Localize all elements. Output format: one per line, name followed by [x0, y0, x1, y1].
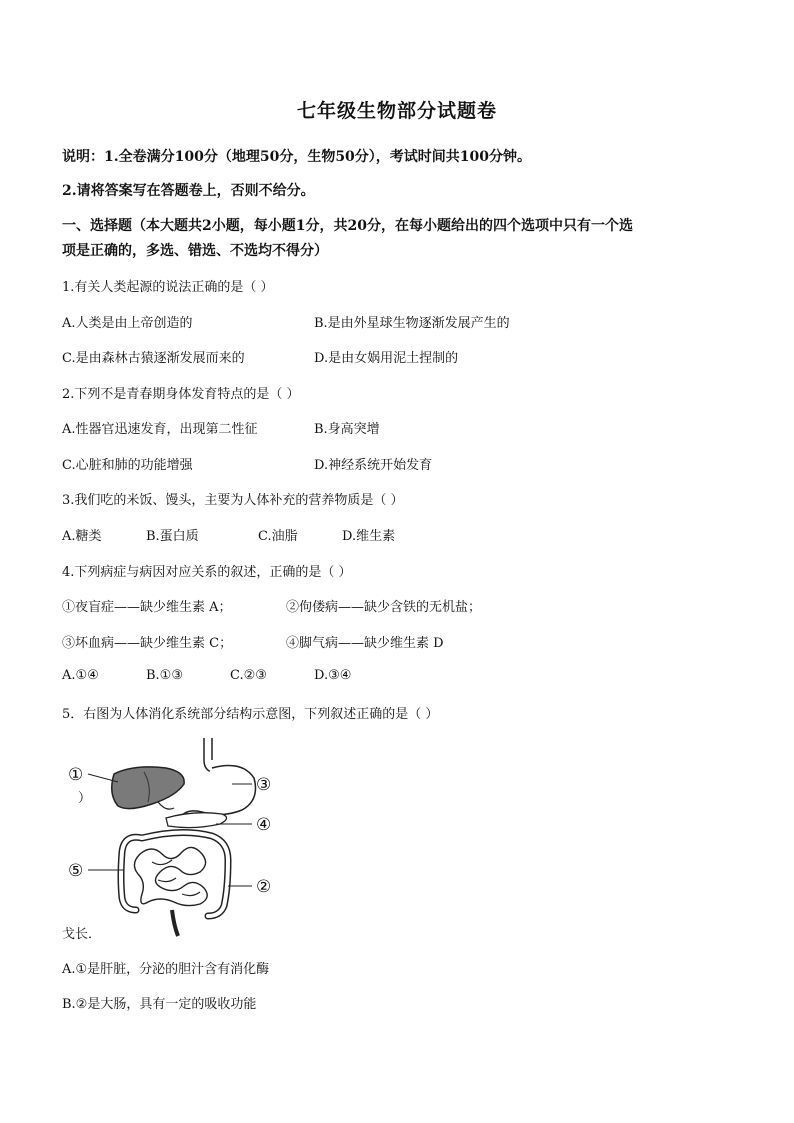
- question-5-option-b: B.②是大肠，具有一定的吸收功能: [62, 997, 257, 1012]
- diagram-label-4: ④: [256, 815, 272, 835]
- diagram-overlap-fragment-2: 戈长．: [62, 927, 102, 940]
- question-4-statement-4: ④脚气病——缺少维生素 D: [286, 636, 444, 651]
- question-1-option-d: D.是由女娲用泥土捏制的: [314, 351, 459, 366]
- question-5-stem: 5．右图为人体消化系统部分结构示意图，下列叙述正确的是（ ）: [62, 707, 439, 722]
- question-3-option-d: D.维生素: [342, 529, 396, 544]
- question-2-option-d: D.神经系统开始发育: [314, 458, 433, 473]
- diagram-label-2: ②: [256, 877, 272, 897]
- question-4-statement-3: ③坏血病——缺少维生素 C；: [62, 636, 233, 651]
- digestive-system-figure: [62, 738, 280, 940]
- page-title: 七年级生物部分试题卷: [296, 100, 497, 122]
- diagram-label-1: ①: [68, 765, 84, 785]
- question-3-option-a: A.糖类: [62, 529, 102, 544]
- question-1-option-c: C.是由森林古猿逐渐发展而来的: [62, 351, 245, 366]
- question-4-option-c: C.②③: [230, 668, 267, 683]
- question-4-stem: 4.下列病症与病因对应关系的叙述，正确的是（ ）: [62, 565, 352, 580]
- question-4-option-d: D.③④: [314, 668, 352, 683]
- question-5-option-a: A.①是肝脏，分泌的胆汁含有消化酶: [62, 962, 270, 977]
- exam-note-1: 说明：1.全卷满分100分（地理50分，生物50分），考试时间共100分钟。: [62, 149, 532, 165]
- question-2-stem: 2.下列不是青春期身体发育特点的是（ ）: [62, 387, 300, 402]
- question-2-option-c: C.心脏和肺的功能增强: [62, 458, 193, 473]
- section-heading-line-1: 一、选择题（本大题共2小题，每小题1分，共20分，在每小题给出的四个选项中只有一个选: [62, 218, 633, 234]
- question-2-option-a: A.性器官迅速发育，出现第二性征: [62, 422, 258, 437]
- diagram-label-3: ③: [256, 775, 272, 795]
- diagram-overlap-fragment-1: ）: [78, 791, 92, 806]
- question-4-statement-2: ②佝偻病——缺少含铁的无机盐；: [286, 600, 482, 615]
- question-4-option-a: A.①④: [62, 668, 99, 683]
- question-1-option-a: A.人类是由上帝创造的: [62, 316, 193, 331]
- section-heading-line-2: 项是正确的，多选、错选、不选均不得分）: [62, 243, 328, 259]
- diagram-label-5: ⑤: [68, 861, 84, 881]
- question-3-option-c: C.油脂: [258, 529, 298, 544]
- question-1-stem: 1.有关人类起源的说法正确的是（ ）: [62, 280, 274, 295]
- question-4-option-b: B.①③: [146, 668, 183, 683]
- question-2-option-b: B.身高突增: [314, 422, 380, 437]
- digestive-system-diagram: [62, 738, 280, 940]
- question-3-stem: 3.我们吃的米饭、馒头，主要为人体补充的营养物质是（ ）: [62, 493, 404, 508]
- question-3-option-b: B.蛋白质: [146, 529, 199, 544]
- question-4-statement-1: ①夜盲症——缺少维生素 A；: [62, 600, 232, 615]
- exam-note-2: 2.请将答案写在答题卷上，否则不给分。: [62, 183, 315, 199]
- question-1-option-b: B.是由外星球生物逐渐发展产生的: [314, 316, 510, 331]
